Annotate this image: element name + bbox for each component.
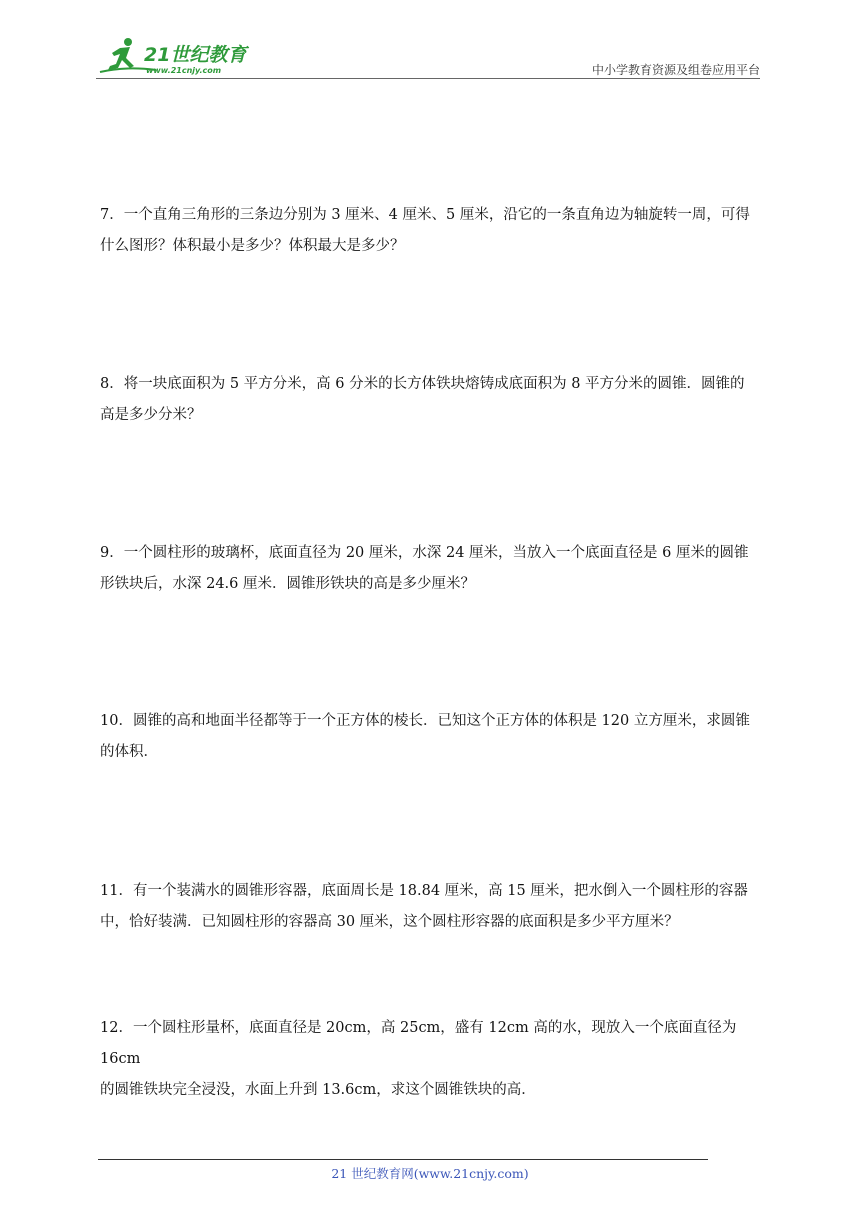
svg-text:21世纪教育: 21世纪教育 bbox=[144, 44, 247, 66]
question-7 bbox=[100, 200, 766, 262]
question-line: 7．一个直角三角形的三条边分别为 3 厘米、4 厘米、5 厘米，沿它的一条直角边为轴旋转一周，可得 bbox=[100, 207, 750, 223]
question-10 bbox=[100, 706, 766, 768]
question-line: 9．一个圆柱形的玻璃杯，底面直径为 20 厘米，水深 24 厘米，当放入一个底面直径是 6 厘米的圆锥 bbox=[100, 545, 749, 561]
question-11 bbox=[100, 876, 766, 938]
question-line: 中，恰好装满．已知圆柱形的容器高 30 厘米，这个圆柱形容器的底面积是多少平方厘米？ bbox=[100, 914, 679, 930]
question-line: 8．将一块底面积为 5 平方分米，高 6 分米的长方体铁块熔铸成底面积为 8 平方分米的圆锥．圆锥的 bbox=[100, 376, 745, 392]
question-line: 12．一个圆柱形量杯，底面直径是 20cm，高 25cm，盛有 12cm 高的水，现放入一个底面直径为 16cm bbox=[100, 1020, 737, 1067]
question-line: 11．有一个装满水的圆锥形容器，底面周长是 18.84 厘米，高 15 厘米，把水倒入一个圆柱形的容器 bbox=[100, 883, 748, 899]
footer-divider bbox=[98, 1159, 708, 1160]
question-line: 高是多少分米？ bbox=[100, 407, 202, 423]
question-9 bbox=[100, 538, 766, 600]
question-line: 的圆锥铁块完全浸没，水面上升到 13.6cm，求这个圆锥铁块的高． bbox=[100, 1082, 536, 1098]
question-8 bbox=[100, 369, 766, 431]
question-12 bbox=[100, 1013, 766, 1106]
question-line: 什么图形？体积最小是多少？体积最大是多少？ bbox=[100, 238, 405, 254]
header-divider bbox=[96, 78, 760, 79]
header-platform-text: 中小学教育资源及组卷应用平台 bbox=[591, 63, 760, 77]
question-line: 形铁块后，水深 24.6 厘米．圆锥形铁块的高是多少厘米？ bbox=[100, 576, 476, 592]
page-header bbox=[96, 30, 760, 78]
logo-21cnjy bbox=[96, 30, 266, 78]
question-line: 10．圆锥的高和地面半径都等于一个正方体的棱长．已知这个正方体的体积是 120 立方厘米，求圆锥 bbox=[100, 713, 750, 729]
question-line: 的体积． bbox=[100, 744, 158, 760]
footer-link[interactable]: 21 世纪教育网(www.21cnjy.com) bbox=[331, 1166, 529, 1181]
svg-text:www.21cnjy.com: www.21cnjy.com bbox=[146, 66, 222, 75]
